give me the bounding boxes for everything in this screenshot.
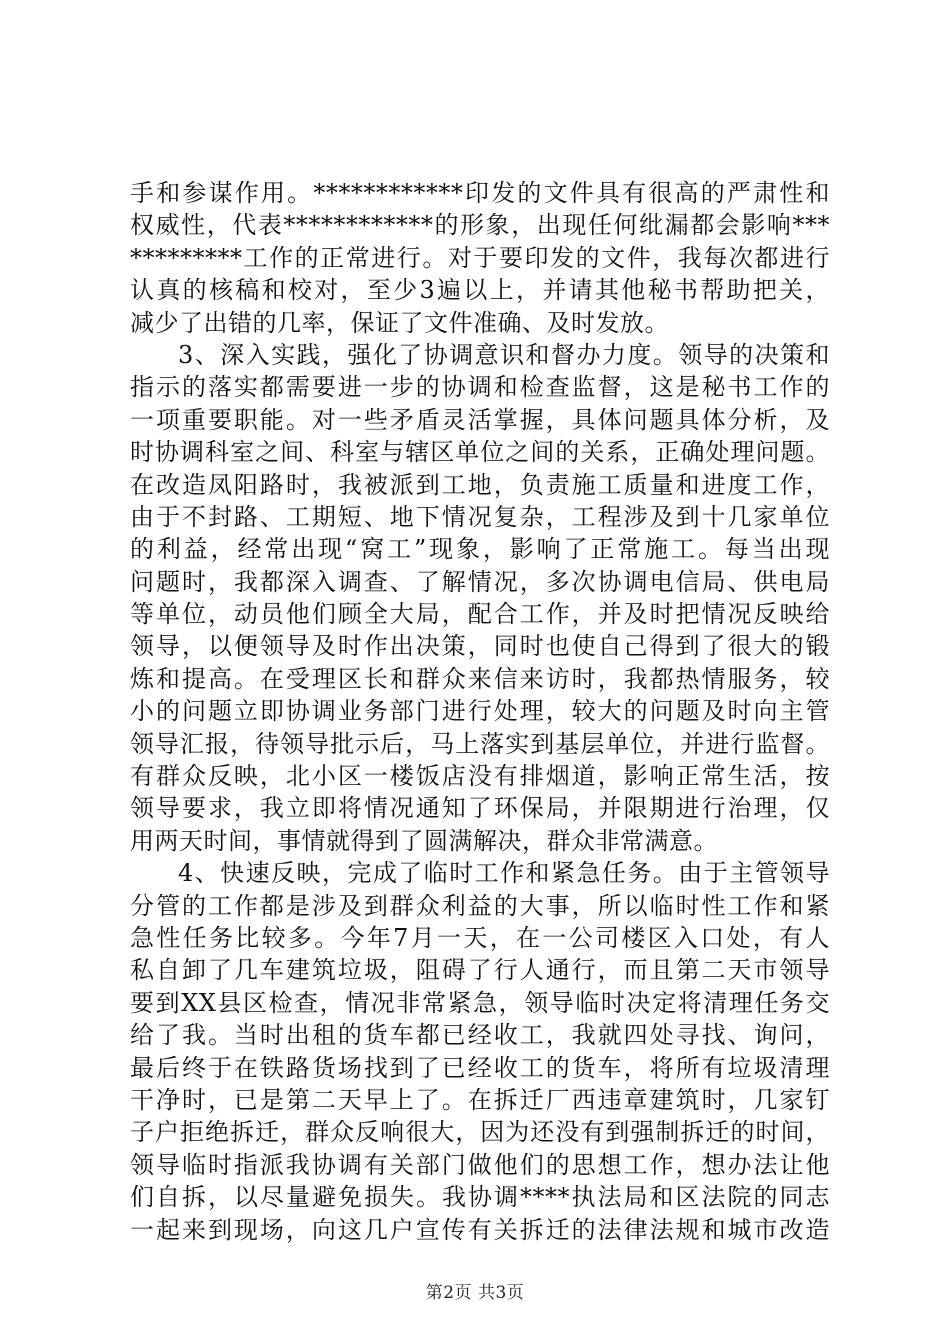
paragraph-heading-4: 4、快速反映，完成了临时工作和紧急任务。由于主管领导	[178, 859, 830, 888]
text-line: 小的问题立即协调业务部门进行处理，较大的问题及时向主管	[130, 697, 830, 726]
text-line: 给了我。当时出租的货车都已经收工，我就四处寻找、询问，	[130, 1021, 830, 1050]
text-line: 领导临时指派我协调有关部门做他们的思想工作，想办法让他	[130, 1150, 830, 1179]
text-line: 们自拆，以尽量避免损失。我协调****执法局和区法院的同志	[130, 1183, 830, 1212]
text-line: 用两天时间，事情就得到了圆满解决，群众非常满意。	[130, 826, 718, 855]
text-line: 由于不封路、工期短、地下情况复杂，工程涉及到十几家单位	[130, 502, 830, 531]
text-line: 认真的核稿和校对，至少3遍以上，并请其他秘书帮助把关，	[130, 276, 830, 305]
body-text	[130, 177, 830, 1246]
text-line: 问题时，我都深入调查、了解情况，多次协调电信局、供电局	[130, 567, 830, 596]
text-line: 时协调科室之间、科室与辖区单位之间的关系，正确处理问题。	[130, 438, 830, 467]
text-line: 领导汇报，待领导批示后，马上落实到基层单位，并进行监督。	[130, 729, 830, 758]
text-line: 手和参谋作用。************印发的文件具有很高的严肃性和	[130, 179, 830, 207]
page-footer: 第2页 共3页	[425, 1283, 525, 1303]
text-line: 一项重要职能。对一些矛盾灵活掌握，具体问题具体分析，及	[130, 405, 830, 434]
text-line: 子户拒绝拆迁，群众反响很大，因为还没有到强制拆迁的时间，	[130, 1118, 830, 1147]
text-line: 的利益，经常出现“窝工”现象，影响了正常施工。每当出现	[130, 535, 830, 564]
text-line: 权威性，代表************的形象，出现任何纰漏都会影响***	[130, 211, 830, 240]
text-line: 分管的工作都是涉及到群众利益的大事，所以临时性工作和紧	[130, 891, 830, 920]
text-line: 一起来到现场，向这几户宣传有关拆迁的法律法规和城市改造	[130, 1215, 830, 1244]
text-line: 指示的落实都需要进一步的协调和检查监督，这是秘书工作的	[130, 373, 830, 402]
text-line: 急性任务比较多。今年7月一天，在一公司楼区入口处，有人	[130, 923, 830, 952]
text-line: 等单位，动员他们顾全大局，配合工作，并及时把情况反映给	[130, 600, 830, 629]
text-line: 干净时，已是第二天早上了。在拆迁厂西违章建筑时，几家钉	[130, 1085, 830, 1114]
text-line: 领导，以便领导及时作出决策，同时也使自己得到了很大的锻	[130, 632, 830, 661]
text-line: 在改造凤阳路时，我被派到工地，负责施工质量和进度工作，	[130, 470, 830, 499]
text-line: 私自卸了几车建筑垃圾，阻碍了行人通行，而且第二天市领导	[130, 956, 830, 985]
paragraph-heading-3: 3、深入实践，强化了协调意识和督办力度。领导的决策和	[178, 340, 830, 369]
text-line: *********工作的正常进行。对于要印发的文件，我每次都进行	[130, 243, 830, 272]
text-line: 炼和提高。在受理区长和群众来信来访时，我都热情服务，较	[130, 664, 830, 693]
text-line: 领导要求，我立即将情况通知了环保局，并限期进行治理，仅	[130, 794, 830, 823]
text-line: 最后终于在铁路货场找到了已经收工的货车，将所有垃圾清理	[130, 1053, 830, 1082]
text-line: 有群众反映，北小区一楼饭店没有排烟道，影响正常生活，按	[130, 762, 830, 791]
text-line: 减少了出错的几率，保证了文件准确、及时发放。	[130, 308, 669, 337]
text-line: 要到XX县区检查，情况非常紧急，领导临时决定将清理任务交	[130, 988, 830, 1017]
